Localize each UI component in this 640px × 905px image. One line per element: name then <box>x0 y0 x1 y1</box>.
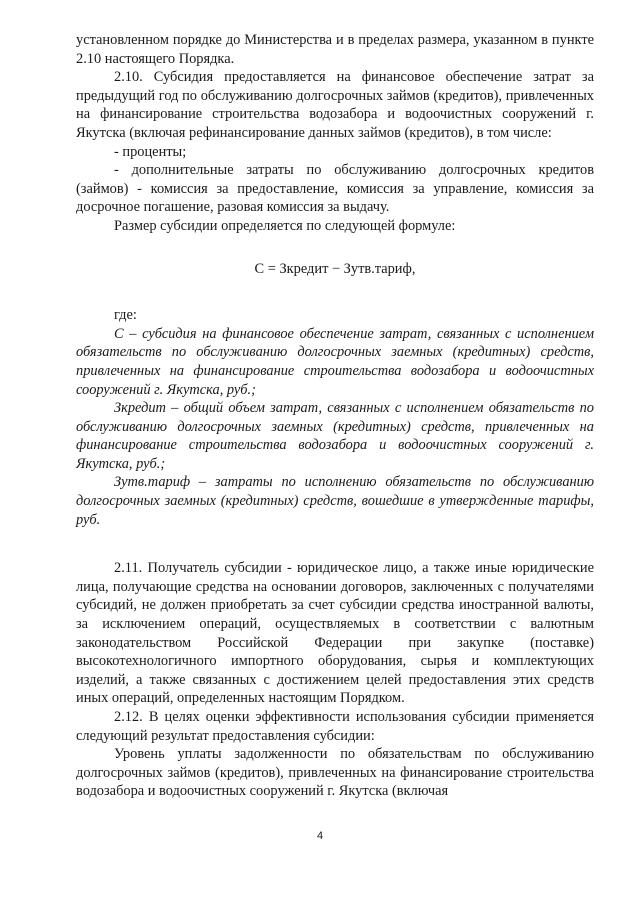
definition-c <box>76 325 594 399</box>
definition-zkredit-symbol: Зкредит <box>114 400 166 417</box>
formula: С = Зкредит − Зутв.тариф, <box>254 260 416 277</box>
page-number: 4 <box>316 830 324 842</box>
document-body <box>76 31 594 801</box>
definition-c-symbol: С <box>114 325 124 342</box>
definition-zutv <box>76 473 594 529</box>
definition-c-text: – субсидия на финансовое обеспечение затрат, связанных с исполнением обязательств по обслуживанию долгосрочных заемных (кредитных) средств, привлеченных на финансирование строительства водозабора и водоочистных сооружений г. Якутска, руб.; <box>76 325 594 398</box>
definition-zutv-text: – затраты по исполнению обязательств по обслуживанию долгосрочных заемных (кредитных) средств, вошедшие в утвержденные тарифы, руб. <box>76 474 594 528</box>
definition-zutv-symbol: Зутв.тариф <box>114 474 191 491</box>
formula-intro: Размер субсидии определяется по следующей формуле: <box>114 217 456 234</box>
continued-paragraph: установленном порядке до Министерства и в пределах размера, указанном в пункте 2.10 настоящего Порядка. <box>76 32 594 67</box>
spacer <box>76 529 594 559</box>
paragraph-2-11: 2.11. Получатель субсидии - юридическое лицо, а также иные юридические лица, получающие средства на основании договоров, заключенных с получателями субсидий, не должен приобретать за счет субсидии средства иностранной валюты, за исключением операций, осуществляемых в соответствии с валютным законодательством Российской Федерации при закупке (поставке) высокотехнологичного импортного оборудования, сырья и комплектующих изделий, а также связанных с достижением целей предоставления этих средств иных операций, определенных настоящим Порядком. <box>76 560 594 707</box>
list-item-interest: - проценты; <box>114 143 187 160</box>
paragraph-2-12: 2.12. В целях оценки эффективности использования субсидии применяется следующий результат предоставления субсидии: <box>76 709 594 744</box>
list-item-additional-costs: - дополнительные затраты по обслуживанию долгосрочных кредитов (займов) - комиссия за предоставление, комиссия за управление, комиссия за досрочное погашение, разовая комиссия за выдачу. <box>76 162 594 216</box>
definition-zkredit-text: – общий объем затрат, связанных с исполнением обязательств по обслуживанию долгосрочных заемных (кредитных) средств, привлеченных на финансирование строительства водозабора и водоочистных сооружений г. Якутска, руб.; <box>76 400 594 472</box>
where-label: где: <box>114 307 137 324</box>
paragraph-2-12-result: Уровень уплаты задолженности по обязательствам по обслуживанию долгосрочных займов (кредитов), привлеченных на финансирование строительства водозабора и водоочистных сооружений г. Якутска (включая <box>76 746 594 800</box>
definition-zkredit <box>76 399 594 473</box>
paragraph-2-10: 2.10. Субсидия предоставляется на финансовое обеспечение затрат за предыдущий год по обслуживанию долгосрочных займов (кредитов), привлеченных на финансирование строительства водозабора и водоочистных сооружений г. Якутска (включая рефинансирование данных займов (кредитов), в том числе: <box>76 69 594 141</box>
